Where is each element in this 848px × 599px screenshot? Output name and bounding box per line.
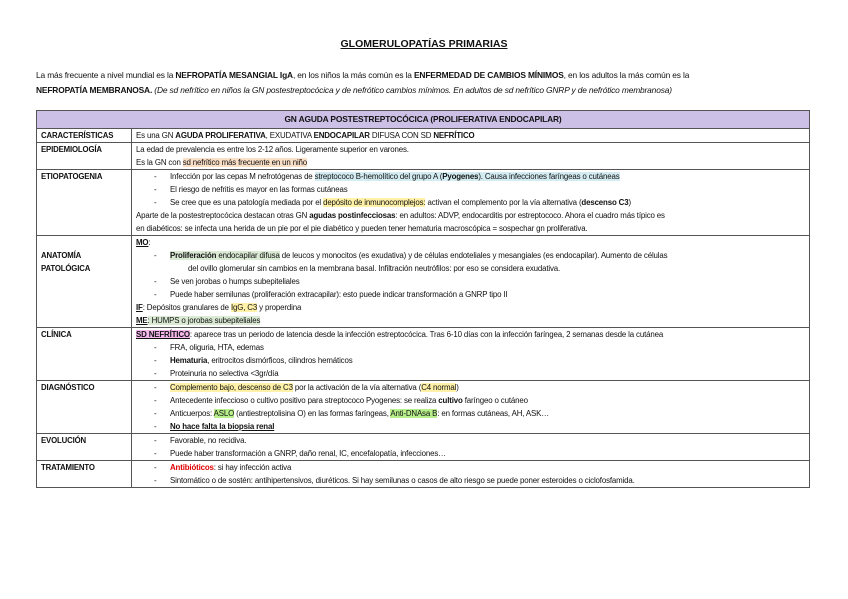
- bullet-item: [136, 474, 805, 487]
- row-content: [132, 143, 810, 170]
- text: por la activación de la vía alternativa (: [292, 383, 422, 392]
- text: Es una GN: [136, 131, 176, 140]
- text: :: [148, 238, 151, 247]
- bullet-item: [136, 354, 805, 367]
- text: Sintomático o de sostén: antihipertensivos, diuréticos. Si hay semilunas o casos de alto riesgo se puede poner esteroides o ciclofosfamida.: [170, 476, 635, 485]
- text: El riesgo de nefritis es mayor en las formas cutáneas: [170, 185, 348, 194]
- highlight: : HUMPS o jorobas subepiteliales: [147, 316, 261, 325]
- highlight: C4 normal: [421, 383, 457, 392]
- row-label: [37, 236, 132, 328]
- text: , eritrocitos dismórficos, cilindros hemáticos: [207, 356, 353, 365]
- text-line: [136, 301, 805, 314]
- bold-text: descenso C3: [581, 198, 629, 207]
- glomerulopathy-table: [36, 110, 810, 488]
- text: : aparece tras un periodo de latencia desde la infección estreptocócica. Tras 6-10 días con la infección faríngea, 2 semanas desde la cutánea: [189, 330, 664, 339]
- bullet-item: [136, 434, 805, 447]
- bullet-item: [136, 461, 805, 474]
- row-label-line: PATOLÓGICA: [41, 264, 91, 273]
- bold-text: Antibióticos: [170, 463, 214, 472]
- row-label: ETIOPATOGENIA: [37, 170, 132, 236]
- text: y properdina: [257, 303, 302, 312]
- text-line: en diabéticos: se infecta una herida de un pie por el pie diabético y pueden tener hematuria macroscópica = sospechar gn proliferativa.: [136, 224, 588, 233]
- row-label-line: ANATOMÍA: [41, 251, 82, 260]
- intro-bold: NEFROPATÍA MESANGIAL IgA: [175, 70, 293, 80]
- text: Puede haber semilunas (proliferación extracapilar): esto puede indicar transformación a GNRP tipo II: [170, 290, 508, 299]
- bullet-item: [136, 367, 805, 380]
- row-content: [132, 170, 810, 236]
- bold-text: ME: [136, 316, 148, 325]
- bullet-item: [136, 447, 805, 460]
- table-header: GN AGUDA POSTESTREPTOCÓCICA (PROLIFERATIVA ENDOCAPILAR): [37, 111, 810, 129]
- text-line: La edad de prevalencia es entre los 2-12 años. Ligeramente superior en varones.: [136, 145, 409, 154]
- text-line: [136, 236, 805, 249]
- row-clinica: [37, 328, 810, 381]
- highlight: endocapilar difusa: [216, 251, 280, 260]
- intro-line-1: [36, 68, 816, 83]
- bold-text: MO: [136, 238, 149, 247]
- highlight: IgG, C3: [230, 303, 258, 312]
- bullet-item: [136, 381, 805, 394]
- intro-bold: ENFERMEDAD DE CAMBIOS MÍNIMOS: [414, 70, 564, 80]
- intro-text: La más frecuente a nivel mundial es la: [36, 70, 176, 80]
- text: ): [628, 198, 631, 207]
- bold-text: IF: [136, 303, 143, 312]
- bullet-item: [136, 170, 805, 183]
- text: faríngeo o cutáneo: [462, 396, 528, 405]
- bold-text: ENDOCAPILAR: [313, 131, 370, 140]
- highlight: Proliferación: [170, 251, 217, 260]
- row-tratamiento: [37, 461, 810, 488]
- text: Se cree que es una patología mediada por el: [170, 198, 324, 207]
- text: Infección por las cepas M nefrotógenas de: [170, 172, 315, 181]
- bold-text: No hace falta la biopsia renal: [170, 422, 275, 431]
- intro-text: , en los adultos la más común es la: [563, 70, 690, 80]
- highlight: depósito de inmunocomplejos:: [323, 198, 426, 207]
- row-content: [132, 461, 810, 488]
- text: (antiestreptolisina O) en las formas faríngeas,: [234, 409, 391, 418]
- text-line: [136, 156, 805, 169]
- text: : Depósitos granulares de: [142, 303, 231, 312]
- text-line: [136, 328, 805, 341]
- page-title: GLOMERULOPATÍAS PRIMARIAS: [340, 38, 508, 50]
- highlight: Anti-DNAsa B: [390, 409, 438, 418]
- text: Es la GN con: [136, 158, 183, 167]
- bullet-item: [136, 407, 805, 420]
- intro-line-2: [36, 83, 816, 98]
- intro-text: , en los niños la más común es la: [292, 70, 414, 80]
- text-line: [136, 209, 805, 222]
- row-label: EPIDEMIOLOGÍA: [37, 143, 132, 170]
- intro-paragraph: [36, 68, 816, 97]
- text: Favorable, no recidiva.: [170, 436, 247, 445]
- text: Antecedente infeccioso o cultivo positivo para streptococo Pyogenes: se realiza: [170, 396, 439, 405]
- bullet-item: [136, 275, 805, 288]
- text: Aparte de la postestreptocócica destacan otras GN: [136, 211, 310, 220]
- row-etiopatogenia: [37, 170, 810, 236]
- text: , EXUDATIVA: [265, 131, 314, 140]
- text: ): [456, 383, 459, 392]
- bullet-item: [136, 196, 805, 209]
- text: Anticuerpos:: [170, 409, 214, 418]
- text-line: del ovillo glomerular sin cambios en la membrana basal. Infiltración neutrófilos: por eso se considera exudativa.: [188, 264, 561, 273]
- highlight: ASLO: [213, 409, 235, 418]
- text: de leucos y monocitos (es exudativa) y de células endoteliales y mesangiales (es endocapilar). Aumento de células: [279, 251, 668, 260]
- text: DIFUSA CON SD: [369, 131, 434, 140]
- highlight: Complemento bajo, descenso de C3: [170, 383, 293, 392]
- text: : en adultos: ADVP, endocarditis por estreptococo. Ahora el cuadro más típico es: [395, 211, 665, 220]
- text: : si hay infección activa: [213, 463, 292, 472]
- highlight: Pyogenes: [442, 172, 479, 181]
- bold-text: cultivo: [438, 396, 463, 405]
- row-content: [132, 328, 810, 381]
- highlight: ). Causa infecciones faríngeas o cutáneas: [478, 172, 620, 181]
- row-anatomia-patologica: [37, 236, 810, 328]
- text: activan el complemento por la vía alternativa (: [425, 198, 582, 207]
- row-label: CARACTERÍSTICAS: [37, 129, 132, 143]
- bold-text: NEFRÍTICO: [433, 131, 475, 140]
- highlight: streptococo B-hemolítico del grupo A (: [314, 172, 443, 181]
- row-label: TRATAMIENTO: [37, 461, 132, 488]
- row-label: CLÍNICA: [37, 328, 132, 381]
- text: Proteinuria no selectiva <3gr/día: [170, 369, 279, 378]
- bullet-item: [136, 420, 805, 433]
- bullet-item: [136, 288, 805, 301]
- highlight: sd nefrítico más frecuente en un niño: [182, 158, 308, 167]
- text: FRA, oliguria, HTA, edemas: [170, 343, 264, 352]
- bold-text: agudas postinfecciosas: [309, 211, 396, 220]
- row-diagnostico: [37, 381, 810, 434]
- text: Se ven jorobas o humps subepiteliales: [170, 277, 300, 286]
- text-line: [136, 314, 805, 327]
- row-content: [132, 434, 810, 461]
- row-epidemiologia: [37, 143, 810, 170]
- bold-text: AGUDA PROLIFERATIVA: [175, 131, 266, 140]
- row-content: [132, 236, 810, 328]
- intro-italic-note: (De sd nefrítico en niños la GN postestreptocócica y de nefrótico cambios mínimos. En adultos de sd nefrítico GNRP y de nefrótico membranosa): [152, 84, 672, 95]
- bullet-item: [136, 341, 805, 354]
- row-label: DIAGNÓSTICO: [37, 381, 132, 434]
- bullet-item: [136, 394, 805, 407]
- row-content: [132, 381, 810, 434]
- row-caracteristicas: [37, 129, 810, 143]
- highlight: SD NEFRÍTICO: [136, 330, 190, 339]
- bold-text: Hematuria: [170, 356, 208, 365]
- bullet-item: [136, 249, 805, 262]
- bullet-item: [136, 183, 805, 196]
- intro-bold: NEFROPATÍA MEMBRANOSA.: [36, 84, 153, 95]
- row-label: EVOLUCIÓN: [37, 434, 132, 461]
- row-evolucion: [37, 434, 810, 461]
- text-line: [136, 129, 805, 142]
- text: : en formas cutáneas, AH, ASK…: [437, 409, 549, 418]
- text: Puede haber transformación a GNRP, daño renal, IC, encefalopatía, infecciones…: [170, 449, 446, 458]
- row-content: [132, 129, 810, 143]
